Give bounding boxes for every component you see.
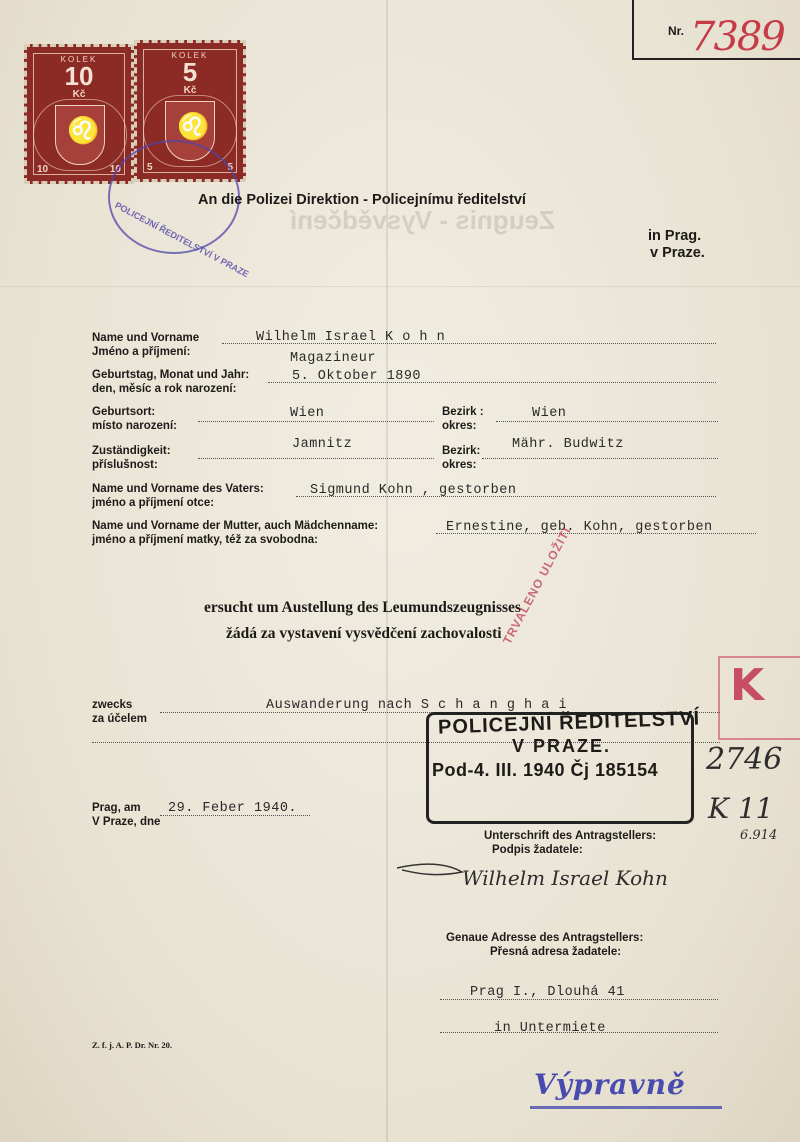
birthplace-label-de: Geburtsort: [92, 406, 156, 418]
birth-district-label-de: Bezirk : [442, 406, 484, 418]
expedited-stamp: Výpravně [534, 1068, 686, 1101]
recipient-heading: An die Polizei Direktion - Policejnímu ředitelství [198, 192, 526, 208]
expedited-underline [530, 1106, 722, 1109]
stamp-label: KOLEK [60, 55, 98, 64]
date-label-cz: V Praze, dne [92, 816, 161, 828]
stamp-currency: Kč [183, 85, 197, 96]
signature-label-de: Unterschrift des Antragstellers: [484, 830, 657, 842]
margin-note-3: 6.914 [740, 828, 778, 843]
birth-district-value: Wien [532, 406, 567, 421]
margin-note-2: K 11 [708, 792, 774, 825]
request-line-de: ersucht um Austellung des Leumundszeugnisses [204, 599, 521, 616]
city-cz: v Praze. [650, 245, 705, 261]
margin-note-1: 2746 [706, 742, 783, 777]
revenue-stamp-10: KOLEK 10 Kč ♌ 10 10 [24, 44, 134, 184]
date-value: 29. Feber 1940. [168, 801, 298, 816]
father-label-cz: jméno a příjmení otce: [92, 497, 215, 509]
number-value: 7389 [690, 14, 784, 60]
mother-value: Ernestine, geb. Kohn, gestorben [446, 520, 713, 535]
mother-label-de: Name und Vorname der Mutter, auch Mädchenname: [92, 520, 379, 532]
address-label-de: Genaue Adresse des Antragstellers: [446, 932, 644, 944]
domicile-value: Jamnitz [292, 437, 353, 452]
mother-label-cz: jméno a příjmení matky, též za svobodna: [92, 534, 319, 546]
request-line-cz: žádá za vystavení vysvědčení zachovalosti [226, 625, 502, 642]
date-label-de: Prag, am [92, 802, 141, 814]
police-stamp-line2: V PRAZE. [512, 736, 612, 756]
city-de: in Prag. [648, 228, 702, 244]
k-stamp-letter: K [730, 660, 765, 711]
birthplace-value: Wien [290, 406, 325, 421]
signature-label-cz: Podpis žadatele: [492, 844, 583, 856]
father-label-de: Name und Vorname des Vaters: [92, 483, 264, 495]
domicile-label-de: Zuständigkeit: [92, 445, 171, 457]
signature: Wilhelm Israel Kohn [462, 866, 668, 890]
archive-stamp-text: TRVALENO ULOŽITI [500, 524, 574, 647]
birthdate-value: 5. Oktober 1890 [292, 369, 422, 384]
lion-icon: ♌ [67, 115, 100, 145]
paper-fold [386, 0, 388, 1142]
domicile-district-label-de: Bezirk: [442, 445, 481, 457]
name-label-cz: Jméno a příjmení: [92, 346, 191, 358]
purpose-value: Auswanderung nach S c h a n g h a i [266, 698, 568, 713]
stamp-value: 5 [182, 57, 198, 87]
paper-fold [0, 286, 800, 287]
bleed-through-text: Zeugnis - Vysvědčení [290, 205, 555, 235]
address-line1: Prag I., Dlouhá 41 [470, 985, 625, 1000]
lion-icon: ♌ [177, 111, 210, 141]
police-stamp-line1: POLICEJNÍ ŘEDITELSTVÍ [437, 707, 701, 739]
number-label: Nr. [668, 24, 685, 38]
father-value: Sigmund Kohn , gestorben [310, 483, 517, 498]
name-label-de: Name und Vorname [92, 332, 200, 344]
address-label-cz: Přesná adresa žadatele: [490, 946, 622, 958]
address-line2: in Untermiete [494, 1021, 606, 1036]
birthplace-label-cz: místo narození: [92, 420, 177, 432]
round-stamp-text: POLICEJNÍ ŘEDITELSTVÍ V PRAZE [113, 200, 251, 280]
birthdate-label-cz: den, měsíc a rok narození: [92, 383, 237, 395]
name-value: Wilhelm Israel K o h n [256, 330, 446, 345]
stamp-value: 10 [64, 61, 94, 91]
stamp-label: KOLEK [171, 51, 209, 60]
birthdate-label-de: Geburtstag, Monat und Jahr: [92, 369, 250, 381]
domicile-label-cz: příslušnost: [92, 459, 158, 471]
birth-district-label-cz: okres: [442, 420, 477, 432]
occupation-value: Magazineur [290, 351, 377, 366]
police-stamp-line3: Pod-4. III. 1940 Čj 185154 [432, 760, 659, 780]
revenue-stamp-5: KOLEK 5 Kč ♌ 5 5 [134, 40, 246, 182]
purpose-label-cz: za účelem [92, 713, 147, 725]
domicile-district-value: Mähr. Budwitz [512, 437, 624, 452]
domicile-district-label-cz: okres: [442, 459, 477, 471]
stamp-currency: Kč [72, 89, 86, 100]
form-reference: Z. f. j. A. P. Dr. Nr. 20. [92, 1040, 173, 1050]
purpose-label-de: zwecks [92, 699, 133, 711]
